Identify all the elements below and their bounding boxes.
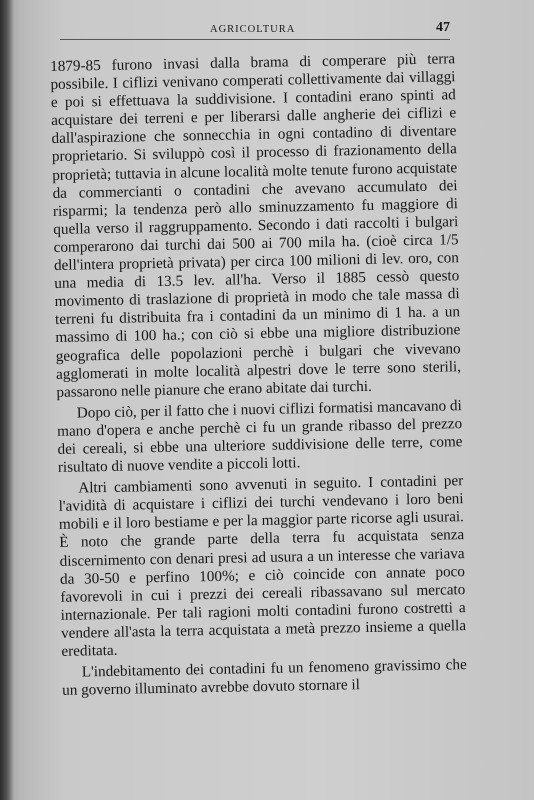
paragraph: L'indebitamento dei contadini fu un fenomeno gravissimo che un governo illuminato avrebbe dovuto stornare il xyxy=(61,656,467,700)
page-header xyxy=(48,20,450,40)
header-rule xyxy=(60,39,450,40)
paragraph: 1879-85 furono invasi dalla brama di comperare più terra possibile. I ciflizi venivano comperati collettivamente dai villaggi e poi si effettuava la suddivisione. I contadini erano spinti ad acquistare dei terreni e per liberarsi dalle angherie dei ciflizi e dall'aspirazione che sonnecchia in ogni contadino di diventare proprietario. Si sviluppò così il processo di frazionamento della proprietà; tuttavia in alcune località molte tenute furono acquistate da commercianti o contadini che avevano accumulato dei risparmi; la tendenza però allo sminuzzamento fu maggiore di quella verso il raggruppamento. Secondo i dati raccolti i bulgari comperarono dai turchi dai 500 ai 700 mila ha. (cioè circa 1/5 dell'intera proprietà privata) per circa 100 milioni di lev. oro, con una media di 13.5 lev. all'ha. Verso il 1885 cessò questo movimento di traslazione di proprietà in modo che tale massa di terreni fu distribuita fra i contadini da un minimo di 1 ha. a un massimo di 100 ha.; con ciò si ebbe una migliore distribuzione geografica delle popolazioni perchè i bulgari che vivevano agglomerati in molte località alpestri dove le terre sono sterili, passarono nelle pianure che erano abitate dai turchi. xyxy=(50,50,462,401)
paragraph: Dopo ciò, per il fatto che i nuovi ciflizi formatisi mancavano di mano d'opera e anche perchè ci fu un grande ribasso del prezzo dei cereali, si ebbe una ulteriore suddivisione delle terre, come risultato di nuove vendite a piccoli lotti. xyxy=(57,396,463,476)
paragraph: Altri cambiamenti sono avvenuti in seguito. I contadini per l'avidità di acquistare i ciflizi dei turchi vendevano i loro beni mobili e il loro bestiame e per la maggior parte ricorse agli usurai. È noto che grande parte della terra fu acquistata senza discernimento con denari presi ad usura a un interesse che variava da 30-50 e perfino 100%; e ciò coincide con annate poco favorevoli in cui i prezzi dei cereali ribassavano sul mercato internazionale. Per tali ragioni molti contadini furono costretti a vendere all'asta la terra acquistata a metà prezzo insieme a quella ereditata. xyxy=(58,472,467,660)
body-text xyxy=(50,50,467,700)
binding-shadow xyxy=(0,0,14,800)
running-head: AGRICOLTURA xyxy=(210,24,296,35)
page-number: 47 xyxy=(436,20,450,35)
